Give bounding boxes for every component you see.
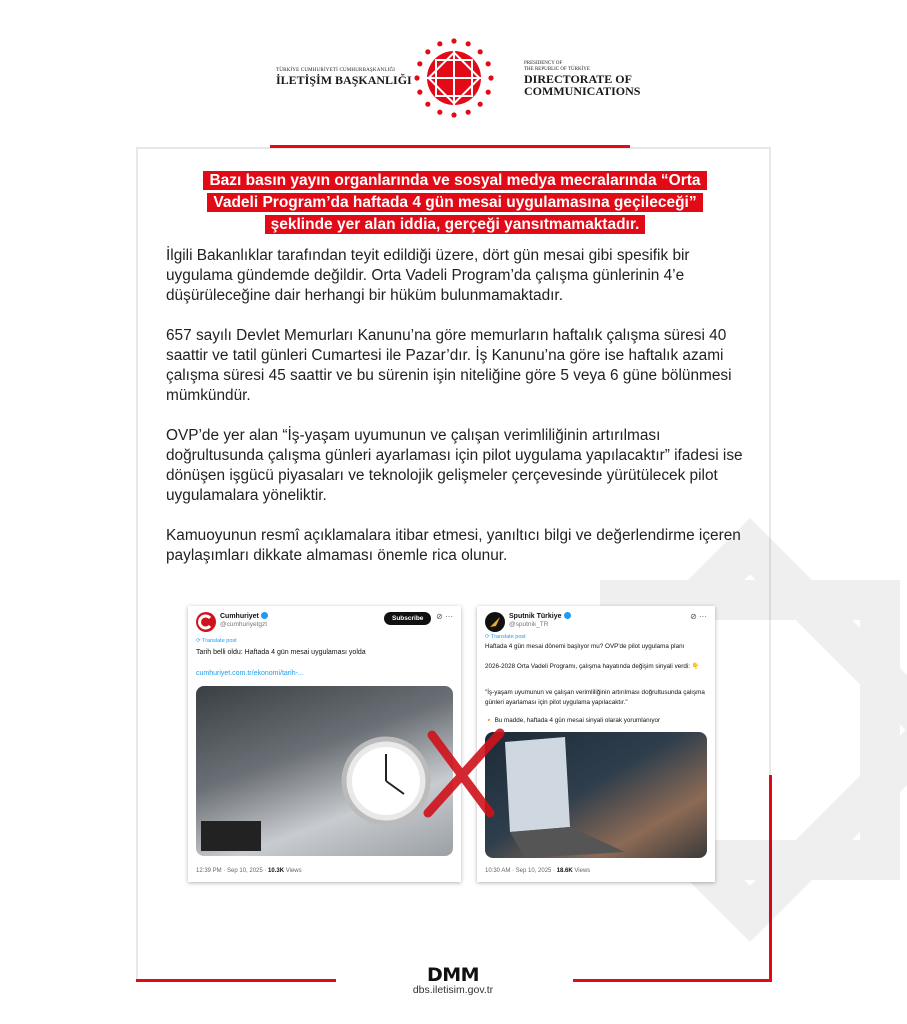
avatar[interactable] [196, 612, 216, 632]
tweet-text: 🔸 Bu madde, haftada 4 gün mesai sinyali olarak yorumlanıyor [485, 717, 661, 724]
star-icon [414, 75, 419, 80]
dmm-logo: DMM [426, 964, 480, 986]
false-claim-x-icon [420, 725, 510, 825]
org-tr-title: İLETİŞİM BAŞKANLIĞI [276, 73, 412, 87]
more-options-icon[interactable]: ⊘ ··· [690, 612, 707, 621]
more-options-icon[interactable]: ⊘ ··· [436, 612, 453, 621]
star-icon [478, 49, 483, 54]
org-name-en [524, 61, 640, 97]
tweet-meta: 12:39 PM · Sep 10, 2025 · 10.3K Views [196, 868, 302, 874]
verified-badge-icon [261, 612, 268, 619]
star-icon [425, 102, 430, 107]
star-icon [437, 110, 442, 115]
headline-line: Vadeli Program’da haftada 4 gün mesai uygulamasına geçileceği” [207, 193, 702, 212]
tweet-meta: 10:30 AM · Sep 10, 2025 · 18.6K Views [485, 868, 591, 874]
tweet-text: "İş-yaşam uyumunun ve çalışan verimliliğinin artırılması doğrultusunda çalışma günleri ayarlaması için pilot uygulama yapılacaktır." [485, 689, 705, 706]
red-accent-bottom-left [136, 979, 336, 982]
verified-badge-icon [564, 612, 571, 619]
statement-body [166, 246, 756, 586]
star-icon [486, 61, 491, 66]
star-icon [425, 49, 430, 54]
star-icon [451, 38, 456, 43]
org-en-subtitle-2: THE REPUBLIC OF TÜRKİYE [524, 67, 590, 72]
org-tr-subtitle: TÜRKİYE CUMHURİYETİ CUMHURBAŞKANLIĞI [276, 68, 396, 73]
tweet-text: 2026-2028 Orta Vadeli Programı, çalışma hayatında değişim sinyali verdi: 👇 [485, 663, 700, 670]
star-icon [451, 112, 456, 117]
star-icon [417, 61, 422, 66]
header [0, 36, 907, 126]
star-icon [486, 90, 491, 95]
red-accent-top [270, 145, 630, 148]
headline [150, 170, 760, 236]
paragraph: Kamuoyunun resmî açıklamalara itibar etmesi, yanıltıcı bilgi ve değerlendirme içeren paylaşımları dikkate almaması önemle rica olunur. [166, 527, 741, 564]
laptop-typing-photo[interactable] [485, 732, 707, 858]
headline-line: Bazı basın yayın organlarında ve sosyal medya mecralarında “Orta [203, 171, 706, 190]
tweet-link[interactable]: cumhuriyet.com.tr/ekonomi/tarih-... [196, 670, 304, 677]
alarm-clock-photo[interactable] [196, 686, 453, 856]
org-en-subtitle-1: PRESIDENCY OF [524, 61, 563, 66]
translate-post-link[interactable]: ⟳ Translate post [485, 634, 526, 640]
footer [407, 966, 499, 996]
star-icon [466, 41, 471, 46]
headline-line: şeklinde yer alan iddia, gerçeği yansıtmamaktadır. [265, 215, 646, 234]
paragraph: 657 sayılı Devlet Memurları Kanunu’na göre memurların haftalık çalışma süresi 40 saattir ve tatil günleri Cumartesi ile Pazar’dır. İş Kanunu’na göre ise haftalık azami çalışma süresi 45 saattir ve bu sürenin işin niteliğine göre 5 veya 6 güne bölünmesi mümkündür. [166, 327, 732, 404]
avatar[interactable] [485, 612, 505, 632]
star-icon [466, 110, 471, 115]
translate-post-link[interactable]: ⟳ Translate post [196, 638, 237, 644]
org-en-title-1: DIRECTORATE OF [524, 72, 632, 86]
star-icon [488, 75, 493, 80]
subscribe-button[interactable]: Subscribe [384, 612, 431, 625]
star-icon [478, 102, 483, 107]
footer-url[interactable]: dbs.iletisim.gov.tr [412, 984, 494, 996]
org-name-tr [276, 68, 412, 88]
tweet-text: Haftada 4 gün mesai dönemi başlıyor mu? OVP'de pilot uygulama planı [485, 643, 685, 650]
tweet-text: Tarih belli oldu: Haftada 4 gün mesai uygulaması yolda [196, 649, 366, 656]
star-icon [437, 41, 442, 46]
tweet-sputnik [477, 606, 715, 882]
presidency-emblem-icon [412, 36, 496, 120]
account-name[interactable]: Sputnik Türkiye [509, 612, 571, 620]
paragraph: OVP’de yer alan “İş-yaşam uyumunun ve çalışan verimliliğinin artırılması doğrultusunda çalışma günleri ayarlaması için pilot uygulama yapılacaktır” ifadesi ise dönüşen işgücü piyasaları ve teknolojik gelişmeler çerçevesinde yürütülecek pilot uygulamalara yöneliktir. [166, 427, 743, 504]
account-handle[interactable]: @cumhuriyetgzt [220, 621, 268, 628]
paragraph: İlgili Bakanlıklar tarafından teyit edildiği üzere, dört gün mesai gibi spesifik bir uygulama gündemde değildir. Orta Vadeli Program’da çalışma günlerinin 4’e düşürüleceğine dair herhangi bir hüküm bulunmamaktadır. [166, 247, 690, 304]
star-icon [417, 90, 422, 95]
org-en-title-2: COMMUNICATIONS [524, 84, 641, 98]
account-name[interactable]: Cumhuriyet [220, 612, 268, 620]
account-handle[interactable]: @sputnik_TR [509, 621, 549, 628]
